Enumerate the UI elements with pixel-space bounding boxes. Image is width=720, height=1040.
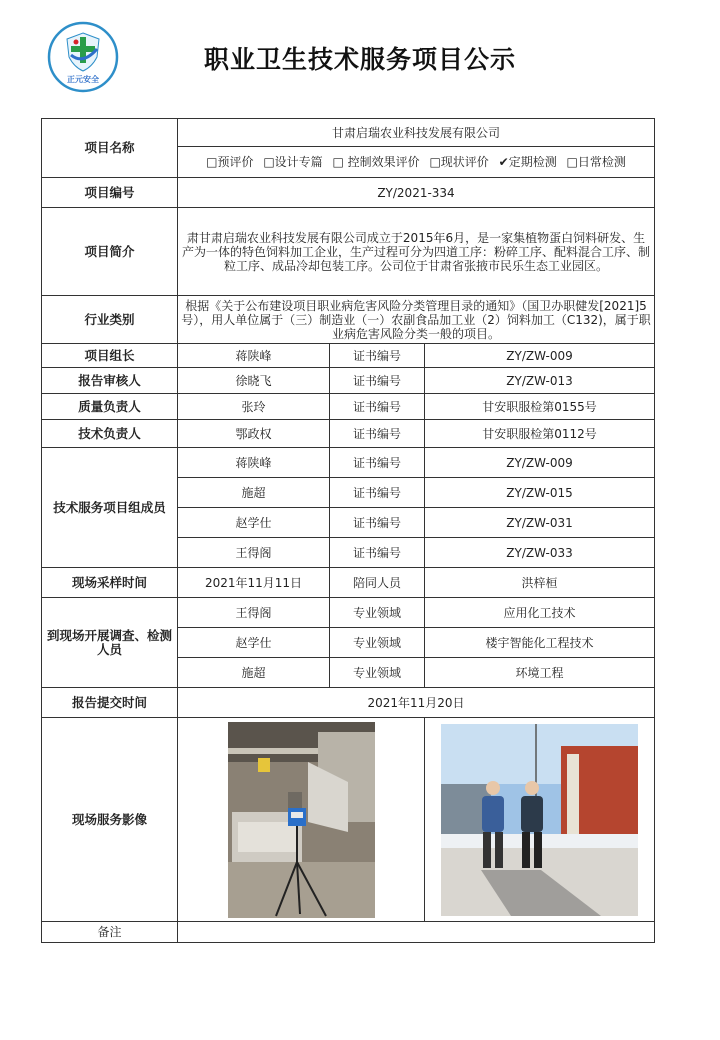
field-domain-label: 专业领域 xyxy=(330,658,425,688)
cert-number-label: 证书编号 xyxy=(330,448,425,478)
logo-text: 正元安全 xyxy=(67,75,99,84)
project-name-label: 项目名称 xyxy=(42,119,178,178)
staff-role-label: 质量负责人 xyxy=(42,394,178,420)
cert-number-label: 证书编号 xyxy=(330,394,425,420)
staff-role-label: 技术负责人 xyxy=(42,420,178,448)
sampling-time-label: 现场采样时间 xyxy=(42,568,178,598)
site-photo-equipment xyxy=(228,722,375,918)
field-domain-label: 专业领域 xyxy=(330,598,425,628)
option-status-evaluation: □现状评价 xyxy=(429,155,489,169)
page-title: 职业卫生技术服务项目公示 xyxy=(203,45,516,74)
field-member-domain: 环境工程 xyxy=(425,658,655,688)
team-member-cert: ZY/ZW-033 xyxy=(425,538,655,568)
remark-label: 备注 xyxy=(42,922,178,943)
staff-name: 张玲 xyxy=(178,394,330,420)
option-pre-evaluation: □预评价 xyxy=(206,155,254,169)
project-intro-label: 项目简介 xyxy=(42,208,178,296)
team-member-name: 施超 xyxy=(178,478,330,508)
companion-label: 陪同人员 xyxy=(330,568,425,598)
project-info-table xyxy=(41,118,655,943)
report-date: 2021年11月20日 xyxy=(178,688,655,718)
cert-number-label: 证书编号 xyxy=(330,368,425,394)
staff-cert: ZY/ZW-013 xyxy=(425,368,655,394)
option-periodic-detection: ✔定期检测 xyxy=(498,155,557,169)
staff-role-label: 项目组长 xyxy=(42,344,178,368)
project-intro-value: 肃甘肃启瑞农业科技发展有限公司成立于2015年6月，是一家集植物蛋白饲料研发、生产为一体的特色饲料加工企业，生产过程可分为四道工序：粉碎工序、配料混合工序、制粒工序、成品冷却包装工序。公司位于甘肃省张掖市民乐生态工业园区。 xyxy=(178,208,655,296)
field-member-name: 王得阁 xyxy=(178,598,330,628)
team-member-cert: ZY/ZW-015 xyxy=(425,478,655,508)
team-member-name: 赵学仕 xyxy=(178,508,330,538)
staff-role-label: 报告审核人 xyxy=(42,368,178,394)
cert-number-label: 证书编号 xyxy=(330,508,425,538)
field-member-domain: 应用化工技术 xyxy=(425,598,655,628)
cert-number-label: 证书编号 xyxy=(330,420,425,448)
industry-label: 行业类别 xyxy=(42,296,178,344)
site-images-label: 现场服务影像 xyxy=(42,718,178,922)
staff-cert: ZY/ZW-009 xyxy=(425,344,655,368)
team-member-name: 王得阁 xyxy=(178,538,330,568)
site-photo-staff xyxy=(441,724,638,916)
field-domain-label: 专业领域 xyxy=(330,628,425,658)
team-member-cert: ZY/ZW-031 xyxy=(425,508,655,538)
team-member-cert: ZY/ZW-009 xyxy=(425,448,655,478)
cert-number-label: 证书编号 xyxy=(330,538,425,568)
field-member-name: 赵学仕 xyxy=(178,628,330,658)
option-control-effect: □ 控制效果评价 xyxy=(332,155,420,169)
cert-number-label: 证书编号 xyxy=(330,344,425,368)
evaluation-type-options xyxy=(178,147,655,178)
team-member-name: 蒋陕峰 xyxy=(178,448,330,478)
field-member-domain: 楼宇智能化工程技术 xyxy=(425,628,655,658)
field-staff-label: 到现场开展调查、检测人员 xyxy=(42,598,178,688)
staff-name: 鄂政权 xyxy=(178,420,330,448)
staff-cert: 甘安职服检第0155号 xyxy=(425,394,655,420)
industry-value: 根据《关于公布建设项目职业病危害风险分类管理目录的通知》（国卫办职健发[2021]5号），用人单位属于（三）制造业（一）农副食品加工业（2）饲料加工（C132)，属于职业病危害风险分类一般的项目。 xyxy=(178,296,655,344)
project-number-value: ZY/2021-334 xyxy=(178,178,655,208)
staff-name: 徐晓飞 xyxy=(178,368,330,394)
staff-name: 蒋陕峰 xyxy=(178,344,330,368)
companion-name: 洪梓桓 xyxy=(425,568,655,598)
option-design-special: □设计专篇 xyxy=(263,155,323,169)
staff-cert: 甘安职服检第0112号 xyxy=(425,420,655,448)
report-time-label: 报告提交时间 xyxy=(42,688,178,718)
project-name-value: 甘肃启瑞农业科技发展有限公司 xyxy=(178,119,655,147)
remark-value xyxy=(178,922,655,943)
field-member-name: 施超 xyxy=(178,658,330,688)
option-daily-detection: □日常检测 xyxy=(566,155,626,169)
cert-number-label: 证书编号 xyxy=(330,478,425,508)
project-number-label: 项目编号 xyxy=(42,178,178,208)
team-members-label: 技术服务项目组成员 xyxy=(42,448,178,568)
sampling-date: 2021年11月11日 xyxy=(178,568,330,598)
